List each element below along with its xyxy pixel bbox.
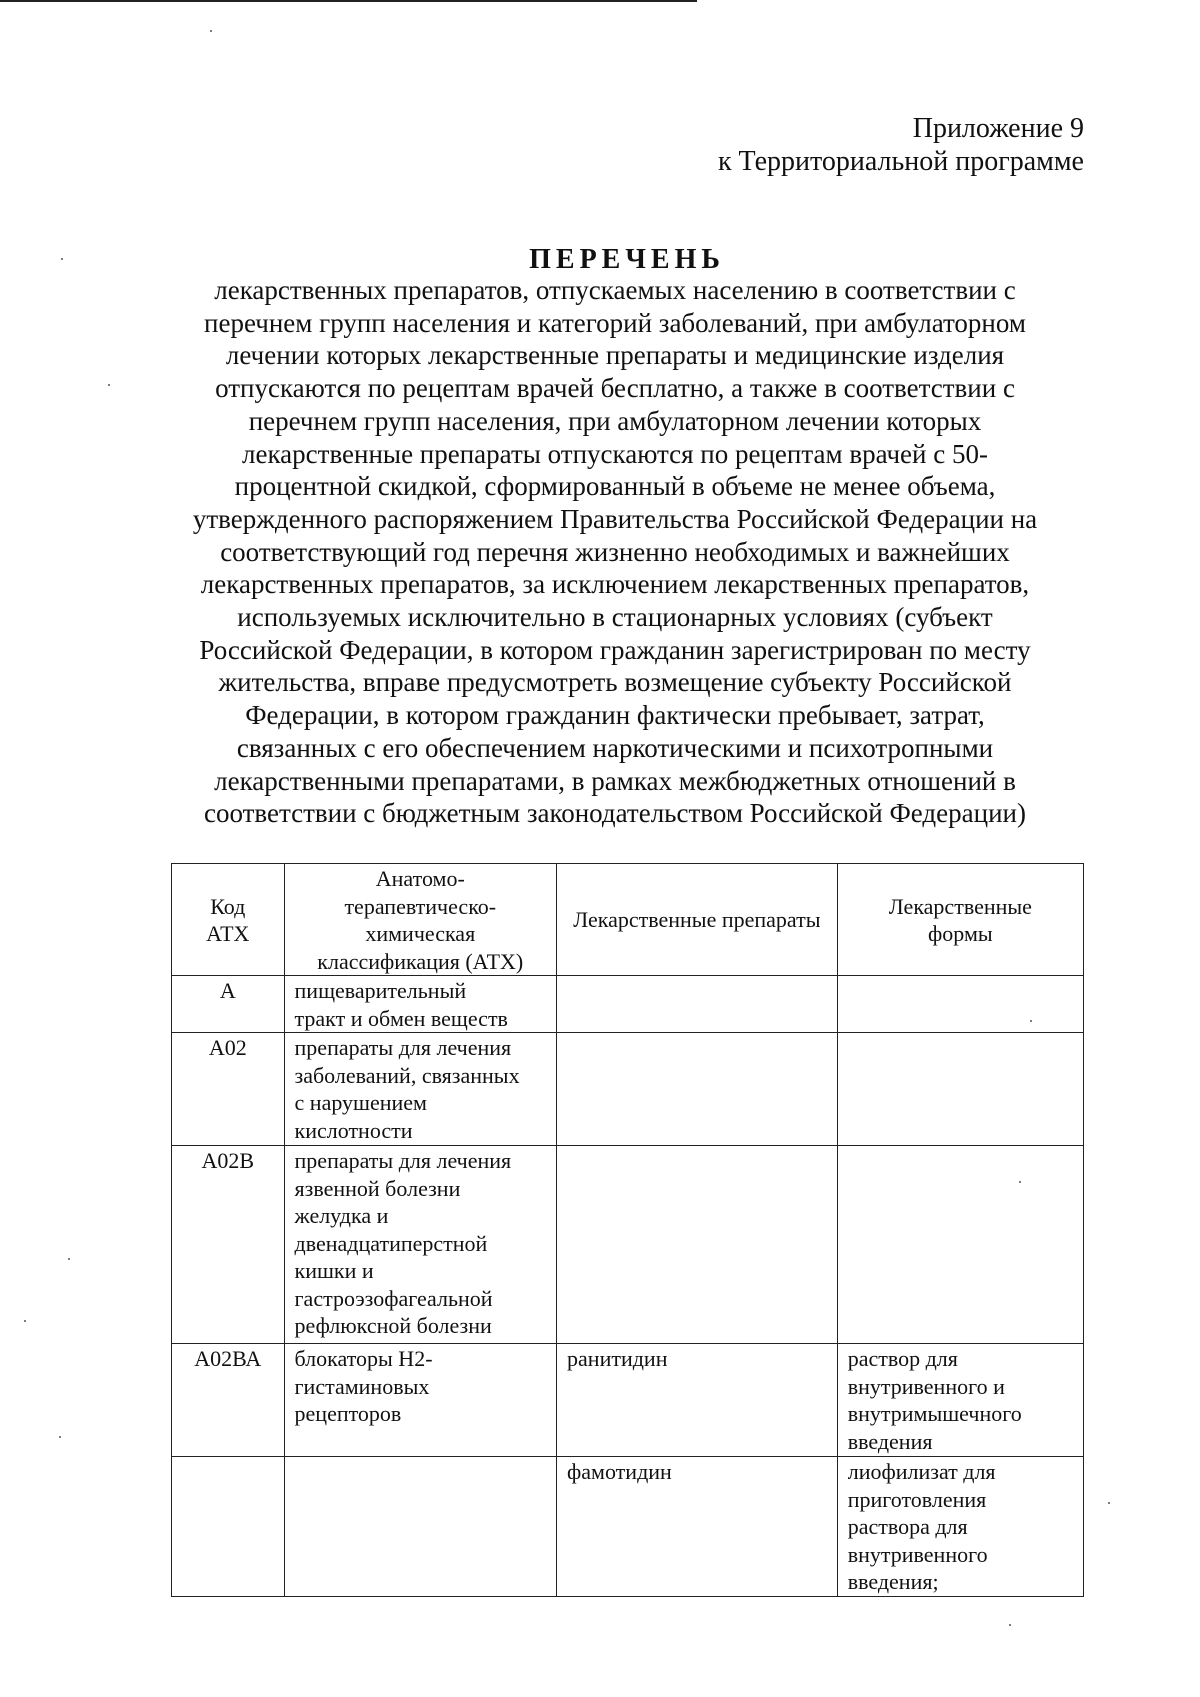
table-row: [172, 1344, 1084, 1457]
cell-dosage-form: [837, 1033, 1083, 1146]
intro-line: отпускаются по рецептам врачей бесплатно, а также в соответствии с: [215, 373, 1015, 404]
header-drugs: Лекарственные препараты: [557, 864, 838, 976]
table-row: [172, 1146, 1084, 1344]
cell-dosage-form: [837, 1146, 1083, 1344]
header-classification: Анатомо- терапевтическо- химическая классификация (АТХ): [284, 864, 557, 976]
table-row: [172, 1457, 1084, 1597]
table-row: [172, 1033, 1084, 1146]
scan-speck: [61, 258, 63, 260]
cell-atx-code: А: [172, 976, 285, 1033]
intro-line: лечении которых лекарственные препараты и медицинские изделия: [225, 340, 1005, 371]
cell-drug-name: [557, 976, 838, 1033]
cell-drug-name: фамотидин: [557, 1457, 838, 1597]
scan-speck: [1030, 1020, 1032, 1022]
scan-speck: [68, 1258, 70, 1260]
cell-atx-code: А02ВА: [172, 1344, 285, 1457]
scan-speck: [1108, 1502, 1110, 1504]
intro-line: Федерации, в котором гражданин фактически пребывает, затрат,: [245, 700, 985, 731]
intro-line: связанных с его обеспечением наркотическими и психотропными: [236, 732, 994, 763]
cell-atx-classification: блокаторы Н2- гистаминовых рецепторов: [284, 1344, 557, 1457]
atx-drug-table: [171, 863, 1084, 1597]
cell-atx-code: [172, 1457, 285, 1597]
cell-atx-classification: [284, 1457, 557, 1597]
table-header-row: [172, 864, 1084, 976]
intro-line: лекарственных препаратов, за исключением лекарственных препаратов,: [200, 569, 1030, 600]
document-title: ПЕРЕЧЕНЬ: [529, 244, 725, 275]
table-row: [172, 976, 1084, 1033]
cell-atx-classification: пищеварительный тракт и обмен веществ: [284, 976, 557, 1033]
table-body: [172, 976, 1084, 1597]
intro-line: перечнем групп населения и категорий заболеваний, при амбулаторном: [204, 307, 1026, 338]
intro-line: Российской Федерации, в котором гражданин зарегистрирован по месту: [199, 634, 1031, 665]
scan-speck: [210, 30, 212, 32]
cell-dosage-form: лиофилизат для приготовления раствора для внутривенного введения;: [837, 1457, 1083, 1597]
intro-line: соответствующий год перечня жизненно необходимых и важнейших: [220, 536, 1010, 567]
appendix-reference: [718, 112, 1084, 178]
cell-drug-name: ранитидин: [557, 1344, 838, 1457]
intro-line: лекарственными препаратами, в рамках межбюджетных отношений в: [214, 765, 1016, 796]
document-intro: [175, 274, 1055, 830]
intro-line: утвержденного распоряжением Правительства Российской Федерации на: [192, 503, 1038, 534]
intro-line: перечнем групп населения, при амбулаторном лечении которых: [248, 405, 982, 436]
intro-line: процентной скидкой, сформированный в объеме не менее объема,: [234, 471, 996, 502]
cell-atx-code: А02В: [172, 1146, 285, 1344]
header-code: Код АТХ: [172, 864, 285, 976]
cell-drug-name: [557, 1033, 838, 1146]
intro-line: используемых исключительно в стационарных условиях (субъект: [237, 602, 993, 633]
scan-speck: [24, 1320, 26, 1322]
header-forms: Лекарственные формы: [837, 864, 1083, 976]
intro-line: соответствии с бюджетным законодательством Российской Федерации): [204, 798, 1026, 829]
cell-drug-name: [557, 1146, 838, 1344]
intro-line: жительства, вправе предусмотреть возмещение субъекту Российской: [218, 667, 1012, 698]
appendix-program: к Территориальной программе: [717, 146, 1084, 177]
cell-atx-classification: препараты для лечения язвенной болезни желудка и двенадцатиперстной кишки и гастроэзофагеальной рефлюксной болезни: [284, 1146, 557, 1344]
scan-top-edge-line: [0, 0, 697, 2]
cell-dosage-form: [837, 976, 1083, 1033]
cell-atx-classification: препараты для лечения заболеваний, связанных с нарушением кислотности: [284, 1033, 557, 1146]
intro-line: лекарственных препаратов, отпускаемых населению в соответствии с: [214, 275, 1016, 305]
scan-speck: [108, 384, 110, 386]
scan-speck: [1019, 1181, 1021, 1183]
scan-speck: [59, 1436, 61, 1438]
appendix-number: Приложение 9: [912, 113, 1084, 144]
intro-line: лекарственные препараты отпускаются по рецептам врачей с 50-: [242, 438, 988, 469]
cell-atx-code: А02: [172, 1033, 285, 1146]
scan-speck: [1009, 1624, 1011, 1626]
cell-dosage-form: раствор для внутривенного и внутримышечного введения: [837, 1344, 1083, 1457]
